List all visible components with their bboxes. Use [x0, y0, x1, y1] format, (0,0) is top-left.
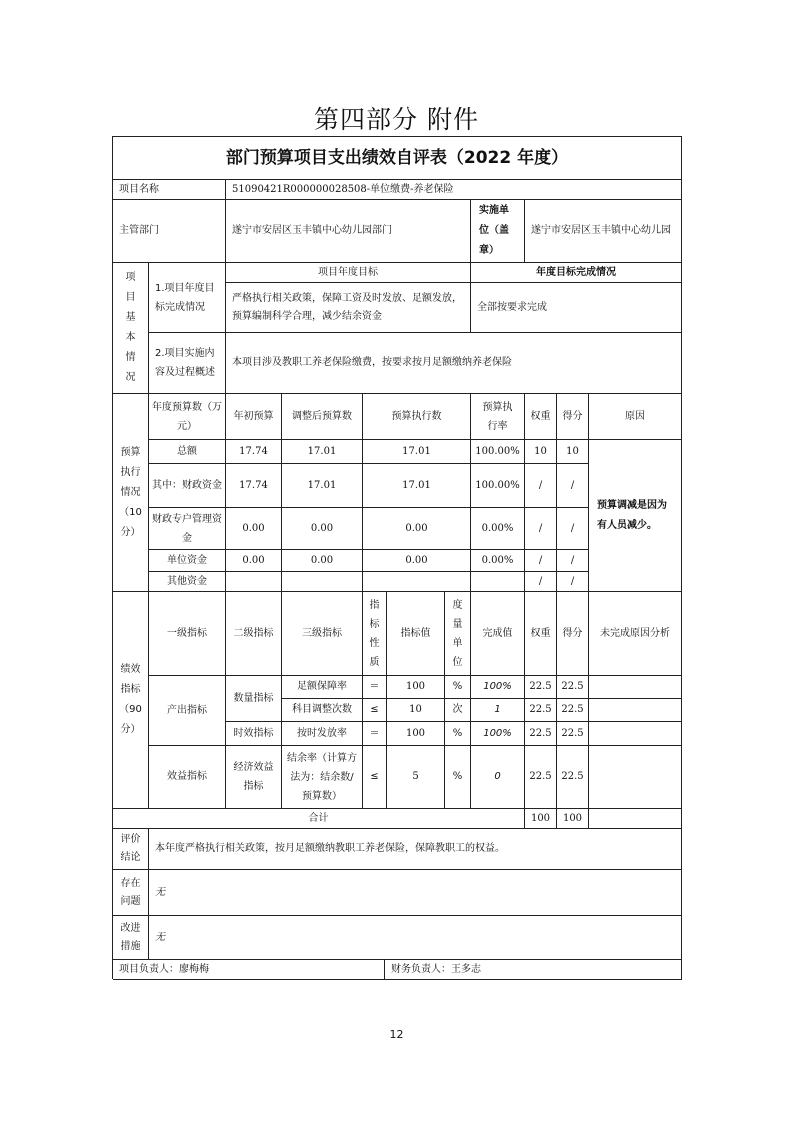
budget-adjusted: 17.01 — [282, 440, 363, 464]
budget-executed — [363, 572, 471, 592]
total-weight: 100 — [525, 809, 557, 829]
dept-value: 遂宁市安居区玉丰镇中心幼儿园部门 — [226, 200, 471, 263]
basic-info-label: 项目基本情况 — [113, 263, 149, 394]
budget-reason: 预算调减是因为有人员减少。 — [589, 440, 682, 592]
perf-value: 5 — [387, 746, 445, 809]
budget-score: / — [557, 464, 589, 508]
annual-goal-header: 项目年度目标 — [226, 263, 471, 283]
budget-header: 原因 — [589, 394, 682, 440]
budget-executed: 0.00 — [363, 508, 471, 550]
perf-header: 未完成原因分析 — [589, 592, 682, 676]
budget-row-name: 总额 — [149, 440, 226, 464]
perf-weight: 22.5 — [525, 746, 557, 809]
perf-nature: ≤ — [363, 746, 387, 809]
performance-table — [112, 136, 682, 979]
budget-row-name: 单位资金 — [149, 550, 226, 572]
budget-score: / — [557, 550, 589, 572]
budget-score: 10 — [557, 440, 589, 464]
budget-executed: 17.01 — [363, 464, 471, 508]
budget-adjusted: 17.01 — [282, 464, 363, 508]
perf-header: 指标性质 — [363, 592, 387, 676]
annual-completion-header: 年度目标完成情况 — [471, 263, 682, 283]
budget-weight: / — [525, 464, 557, 508]
budget-header: 权重 — [525, 394, 557, 440]
perf-reason — [589, 722, 682, 746]
improve-text: 无 — [149, 916, 682, 960]
evaluation-text: 本年度严格执行相关政策，按月足额缴纳教职工养老保险，保障教职工的权益。 — [149, 829, 682, 870]
perf-weight: 22.5 — [525, 722, 557, 746]
impl-content-text: 本项目涉及教职工养老保险缴费，按要求按月足额缴纳养老保险 — [226, 333, 682, 394]
budget-score: / — [557, 572, 589, 592]
budget-initial: 0.00 — [226, 508, 282, 550]
budget-row-name: 其中：财政资金 — [149, 464, 226, 508]
perf-score: 22.5 — [557, 676, 589, 699]
perf-score: 22.5 — [557, 746, 589, 809]
quantity-indicator-label: 数量指标 — [226, 676, 282, 722]
budget-initial: 0.00 — [226, 550, 282, 572]
perf-weight: 22.5 — [525, 699, 557, 722]
perf-reason — [589, 746, 682, 809]
issues-label: 存在问题 — [113, 870, 149, 916]
budget-header: 得分 — [557, 394, 589, 440]
perf-third-indicator: 按时发放率 — [282, 722, 363, 746]
perf-nature: ＝ — [363, 722, 387, 746]
perf-done: 1 — [471, 699, 525, 722]
perf-header: 三级指标 — [282, 592, 363, 676]
impl-unit-value: 遂宁市安居区玉丰镇中心幼儿园 — [525, 200, 682, 263]
budget-executed: 17.01 — [363, 440, 471, 464]
budget-row-name: 其他资金 — [149, 572, 226, 592]
budget-rate — [471, 572, 525, 592]
perf-unit: % — [445, 746, 471, 809]
perf-reason — [589, 699, 682, 722]
budget-adjusted: 0.00 — [282, 508, 363, 550]
perf-header: 指标值 — [387, 592, 445, 676]
perf-done: 100% — [471, 676, 525, 699]
budget-header: 年初预算 — [226, 394, 282, 440]
budget-rate: 0.00% — [471, 508, 525, 550]
perf-unit: % — [445, 722, 471, 746]
total-blank — [589, 809, 682, 829]
issues-text: 无 — [149, 870, 682, 916]
budget-initial: 17.74 — [226, 440, 282, 464]
budget-weight: / — [525, 550, 557, 572]
total-label: 合计 — [113, 809, 525, 829]
perf-third-indicator: 足额保障率 — [282, 676, 363, 699]
dept-label: 主管部门 — [113, 200, 226, 263]
perf-weight: 22.5 — [525, 676, 557, 699]
perf-header: 度量单位 — [445, 592, 471, 676]
perf-value: 10 — [387, 699, 445, 722]
budget-header: 调整后预算数 — [282, 394, 363, 440]
budget-row-name: 财政专户管理资金 — [149, 508, 226, 550]
budget-weight: 10 — [525, 440, 557, 464]
project-name-value: 51090421R000000028508-单位缴费-养老保险 — [226, 180, 682, 200]
improve-label: 改进措施 — [113, 916, 149, 960]
perf-done: 100% — [471, 722, 525, 746]
budget-header: 预算执行率 — [471, 394, 525, 440]
impl-content-label: 2.项目实施内容及过程概述 — [149, 333, 226, 394]
perf-unit: 次 — [445, 699, 471, 722]
perf-third-indicator: 科目调整次数 — [282, 699, 363, 722]
page-heading: 第四部分 附件 — [314, 105, 479, 134]
budget-initial — [226, 572, 282, 592]
budget-weight: / — [525, 508, 557, 550]
perf-third-indicator: 结余率（计算方法为：结余数/预算数） — [282, 746, 363, 809]
perf-nature: ＝ — [363, 676, 387, 699]
project-name-label: 项目名称 — [113, 180, 226, 200]
budget-section-label: 预算执行情况（10分） — [113, 394, 149, 592]
annual-goal-label: 1.项目年度目标完成情况 — [149, 263, 226, 333]
benefit-indicator-label: 效益指标 — [149, 746, 226, 809]
perf-unit: % — [445, 676, 471, 699]
perf-score: 22.5 — [557, 722, 589, 746]
evaluation-label: 评价结论 — [113, 829, 149, 870]
perf-header: 一级指标 — [149, 592, 226, 676]
perf-header: 权重 — [525, 592, 557, 676]
economic-indicator-label: 经济效益指标 — [226, 746, 282, 809]
impl-unit-label: 实施单位（盖章） — [471, 200, 525, 263]
page-number: 12 — [389, 1028, 404, 1041]
annual-goal-text: 严格执行相关政策，保障工资及时发放、足额发放，预算编制科学合理，减少结余资金 — [226, 283, 471, 333]
perf-header: 二级指标 — [226, 592, 282, 676]
output-indicator-label: 产出指标 — [149, 676, 226, 746]
project-lead: 项目负责人：廖梅梅 — [113, 960, 385, 980]
budget-weight: / — [525, 572, 557, 592]
perf-nature: ≤ — [363, 699, 387, 722]
perf-value: 100 — [387, 722, 445, 746]
budget-adjusted: 0.00 — [282, 550, 363, 572]
perf-value: 100 — [387, 676, 445, 699]
perf-score: 22.5 — [557, 699, 589, 722]
budget-initial: 17.74 — [226, 464, 282, 508]
perf-done: 0 — [471, 746, 525, 809]
perf-header: 完成值 — [471, 592, 525, 676]
budget-rate: 0.00% — [471, 550, 525, 572]
perf-reason — [589, 676, 682, 699]
budget-score: / — [557, 508, 589, 550]
timeliness-indicator-label: 时效指标 — [226, 722, 282, 746]
budget-header: 年度预算数（万元） — [149, 394, 226, 440]
budget-header: 预算执行数 — [363, 394, 471, 440]
budget-executed: 0.00 — [363, 550, 471, 572]
annual-completion-text: 全部按要求完成 — [471, 283, 682, 333]
finance-lead: 财务负责人：王多志 — [385, 960, 682, 980]
performance-section-label: 绩效指标（90分） — [113, 592, 149, 809]
total-score: 100 — [557, 809, 589, 829]
budget-adjusted — [282, 572, 363, 592]
perf-header: 得分 — [557, 592, 589, 676]
table-title: 部门预算项目支出绩效自评表（2022 年度） — [113, 137, 682, 180]
budget-rate: 100.00% — [471, 440, 525, 464]
budget-rate: 100.00% — [471, 464, 525, 508]
